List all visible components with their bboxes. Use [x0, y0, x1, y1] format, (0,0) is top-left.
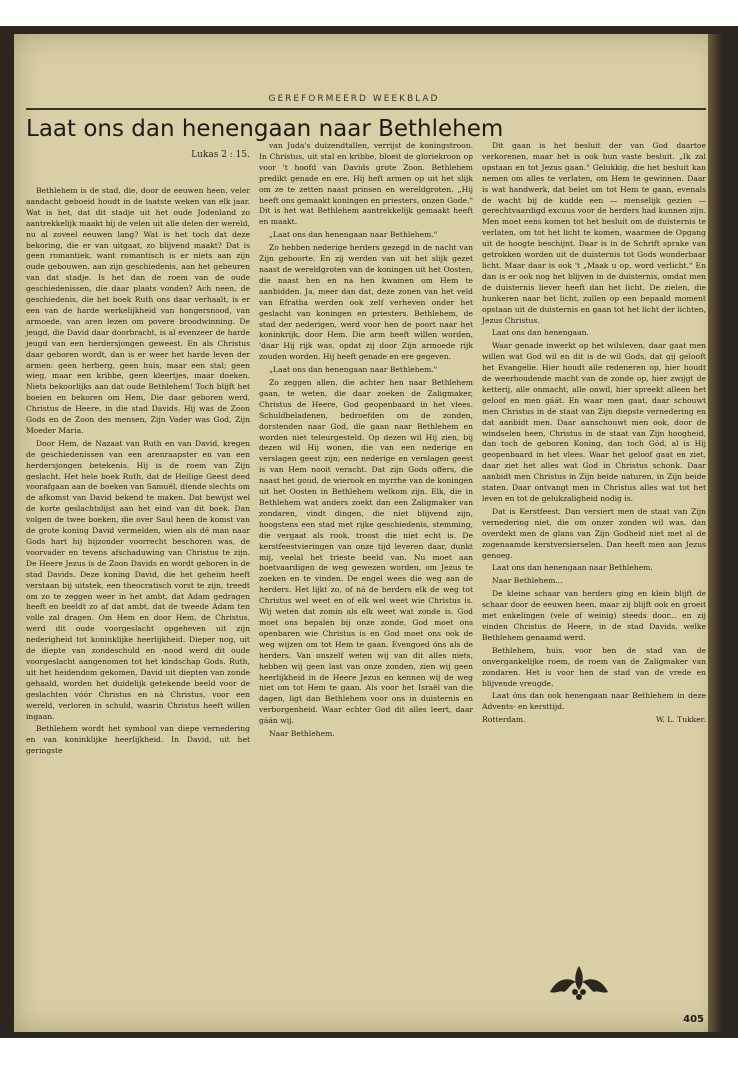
paragraph: Dat is Kerstfeest. Dan versiert men de staat van Zijn vernedering niet, die om onzer zonden wil was, dan overdekt men de glans van Zijn Godheid niet met al de zogenaamde kerstversierselen. Dan heeft men aan Jezus genoeg. — [482, 506, 706, 560]
paragraph: Door Hem, de Nazaat van Ruth en van David, kregen de geschiedenissen van een arenraapster en van een herdersjongen betekenis. Hij is de roem van Zijn geslacht. Het hele boek Ruth, dat de Heilige Geest deed voorafgaan aan de boeken van Samuël, diende slechts om de afkomst van David bekend te maken. Dat bewijst wel de korte geslachtslijst aan het eind van dit boek. Dan volgen de twee boeken, die over Saul heen de komst van de grote koning David vermelden, wien als dé man naar Gods hart hij bijzonder voorrecht beschoren was, de voorvader en tevens afschaduwing van Christus te zijn. De Heere Jezus is de Zoon Davids en wordt geboren in de stad Davids. Deze koning David, die het geheim heeft verstaan bij uitstek, een theocratisch vorst te zijn, treedt om zo te zeggen weer in het ambt, dat Adam gedragen heeft en beeldt zo af dat ambt, dat de tweede Adam ten volle zal dragen. Om Hem en door Hem, de Christus, werd dit oude voorgeslacht opgeheven uit zijn nederigheid tot koninklijke heerlijkheid. Dieper nog, uit de diepte van zondeschuld en -nood werd dit oude voorgeslacht aangenomen tot het kindschap Gods. Ruth, uit het heidendom gekomen, David uit diepten van zonde gehaald, worden het duidelijk getekende beeld voor de geslachten vóór Christus en ná Christus, voor een wereld, verloren in schuld, waarin Christus heeft willen ingaan. — [26, 438, 250, 721]
article-title: Laat ons dan henengaan naar Bethlehem — [26, 116, 504, 142]
paragraph: Bethlehem, huis, voor hen de stad van de onvergankelijke roem, de roem van de Zaligmaker van zondaren. Het is voor hen de stad van de vrede en blijvende vreugde. — [482, 645, 706, 688]
paragraph: Waar genade inwerkt op het wilsleven, daar gaat men willen wat God wil en dit is de wil Gods, dat gij gelooft het Evangelie. Hier houdt alle redeneren op, hier houdt de weerhoudende macht van de zonde op, hier zwijgt de ketterij, alle onmacht, alle onwil, hier spreekt alleen het geloof en men gáát. En waar men gaat, daar schouwt men Christus in de staat van Zijn diepste vernedering en dat aanbidt men. Daar aanschouwt men ook, door de windselen heen, Christus in de staat van Zijn hoogheid, dan toch de geboren Koning, dan toch Gód, al is Hij geopenbaard in het vlees. Waar het geloof gaat en ziet, daar ziet het alles wat God in Christus schonk. Daar aanbidt men Christus in Zijn beide naturen, in Zijn beide staten. Daar ontvangt men in Christus alles wat tot het leven en tot de gelukzaligheid nodig is. — [482, 341, 706, 503]
page-number: 405 — [683, 1014, 704, 1025]
paragraph: van Juda's duizendtallen, verrijst de koningstroon. In Christus, uit stal en kribbe, bloeit de gloriekroon op voor 't hoofd van Davids grote Zoon. Bethlehem predikt genade en ere. Hij heft armen op uit het slijk om ze te zetten naast prinsen en wereldgroten. „Hij heeft ons gemaakt koningen en priesters, onzen Gode." Dit is het wat Bethlehem aantrekkelijk gemaakt heeft en maakt. — [259, 141, 473, 227]
paragraph: Zo hebben nederige herders gezegd in de nacht van Zijn geboorte. En zij werden van uit het slijk gezet naast de wereldgroten van de koningen uit het Oosten, die naast hen en na hen kwamen om Hem te aanbidden. Ja, meer dan dat, deze zonen van het veld van Efratha werden ook zelf verheven onder het geslacht van koningen en priesters. Bethlehem, de stad der nederigen, werd voor hen de poort naar het koninkrijk, door Hem. Die arm heeft willen worden, 'daar Hij rijk was, opdat zij door Zijn armoede rijk zouden worden. Hij heeft genade en ere gegeven. — [259, 243, 473, 362]
column-2 — [259, 141, 473, 740]
paragraph: Bethlehem is de stad, die, door de eeuwen heen, veler aandacht geboeid houdt in de laatste weken van elk jaar. Wat is het, dat dit stadje uit het oude Jodenland zo aantrekkelijk maakt bij de velen uit alle delen der wereld, nu al zoveel eeuwen lang? Wat is het toch dat deze bekoring, die er van uitgaat, zo blijvend maakt? Dat is geen romantiek, want romantisch is er niets aan zijn oude gebouwen, aan zijn geschiedenis, aan het gebeuren van dat stadje. Is het dan de roem van de oude geschiedenissen, die daar plaats vonden? Ach neen, de geschiedenis, die het boek Ruth ons daar verhaalt, is er een van de harde werkelijkheid van hongersnood, van armoede, van aren lezen om povere broodwinning. De jeugd, die David daar doorbracht, is al evenzeer de harde jeugd van een herdersjongen geweest. En als Christus daar geboren wordt, dan is er weer het harde leven der armen: geen herberg, geen huis, maar een stal; geen wieg, maar een kribbe, geen kleertjes, maar doeken. Niets bekoorlijks aan dat oude Bethlehem! Toch blijft het boeien en bekoren om Hem, Die daar geboren werd, Christus de Heere, in die stad Davids. Hij was de Zoon Gods en de Zoon des mensen, Zijn Vader was God, Zijn Moeder Maria. — [26, 186, 250, 435]
column-1 — [26, 186, 250, 757]
column-3 — [482, 141, 706, 726]
signature-place: Rotterdam. — [482, 715, 526, 725]
signature-author: W. L. Tukker. — [655, 715, 706, 725]
scripture-reference: Lukas 2 : 15. — [191, 150, 250, 160]
magazine-page — [14, 34, 722, 1032]
paragraph: Laat óns dan ook henengaan naar Bethlehem in deze Advents- en kersttijd. — [482, 691, 706, 712]
paragraph: Naar Bethlehem. — [269, 729, 335, 739]
holly-ornament-icon — [544, 962, 614, 1004]
paragraph: „Laat ons dan henengaan naar Bethlehem." — [269, 230, 438, 240]
header-rule — [26, 108, 706, 110]
paragraph: Dit gaan is het besluit der van God daartoe verkorenen, maar het is ook hun vaste besluit. „Ik zal opstaan en tot Jezus gaan." Gelukkig, die het besluit kan nemen om alles te verlaten, om Hem te gewinnen. Daar is wat handwerk, dat belet om tot Hem te gaan, evenals de wacht bij de kudde een — menselijk gezien — gerechtvaardigd excuus voor de herders had kunnen zijn. Men moet eens komen tot het besluit om de duisternis te verlaten, om tot het licht te komen, waarmee de Opgang uit de hoogte beschijnt. Daar is in de Schrift sprake van getrokken worden uit de duisternis tot Gods wonderbaar licht. Maar daar is ook 't „Maak u op, word verlicht." En dan is er ook nog het blijven in de duisternis, omdat men de duisternis liever heeft dan het licht. De zielen, die hunkeren naar het licht, zullen op een bepaald moment opstaan uit de duisternis en gaan tot het licht der lichten, Jezus Christus. — [482, 141, 706, 325]
paragraph: De kleine schaar van herders ging en klein blijft de schaar door de eeuwen heen, maar zij blijft ook en groeit met enkelingen (vele of weinig) steeds door... en zij vinden Christus de Heere, in de stad Davids, welke Bethlehem genaamd werd. — [482, 589, 706, 642]
signature-line — [482, 715, 706, 726]
running-header: GEREFORMEERD WEEKBLAD — [268, 94, 440, 104]
paragraph: Zo zeggen allen, die achter hen naar Bethlehem gaan, te weten, die daar zoeken de Zaligmaker, Christus de Heere, God geopenbaard in het vlees. Schuldbeladenen, bedroefden om de zonden, dorstenden naar God, die gaan naar Bethlehem en worden niet teleurgesteld. Op dezen wil Hij zien, bij dezen wil Hij wonen, die van een nederige en verslagen geest zijn; een nederige en verslagen geest is van Hem nooit veracht. Dat zijn Gods offers, die naast het goud, de wierook en myrrhe van de koningen uit het Oosten in Bethlehem welkom zijn. Elk, die in Bethlehem wat anders zoekt dan een Zaligmaker van zondaren, vindt dingen, die niet blijvend zijn, hoogstens een stad met rijke geschiedenis, stemming, die vergaat als rook, troost die niet echt is. De kerstfeestvieringen van onze tijd leveren daar, dunkt mij, veelal het trieste beeld van. Nu moet aan boetvaardigen de weg gewezen worden, om Jezus te zoeken en te vinden. De engel wees die weg aan de herders. Het lijkt zo, of ná de herders elk de weg tot Christus wel weet en of elk wel weet wie Christus is. Wij weten dat zomin als elk weet wat zonde is. God moet ons bepalen bij onze zonde, God moet ons openbaren wie Christus is en God moet ons ook de weg wijzen om tot Hem te gaan. Evengoed óns als de herders. Van onszelf weten wij van dit alles niets, hebben wij geen last van onze zonden, zien wij geen heerlijkheid in de Heere Jezus en kennen wij de weg niet om tot Hem te gaan. Als voor het Israël van die dagen, ligt dan Bethlehem voor ons in duisternis en verborgenheid. Waar echter God dit alles leert, daar gáán wij. — [259, 378, 473, 726]
paragraph: „Laat ons dan henengaan naar Bethlehem." — [269, 365, 438, 375]
paragraph: Laat ons dan henengaan naar Bethlehem. — [492, 563, 653, 573]
book-spine — [708, 34, 722, 1032]
paragraph: Bethlehem wordt het symbool van diepe vernedering en van koninklijke heerlijkheid. In David, uit het geringste — [26, 724, 250, 756]
paragraph: Naar Bethlehem... — [492, 576, 563, 586]
paragraph: Laat ons dan henengaan. — [492, 328, 589, 338]
